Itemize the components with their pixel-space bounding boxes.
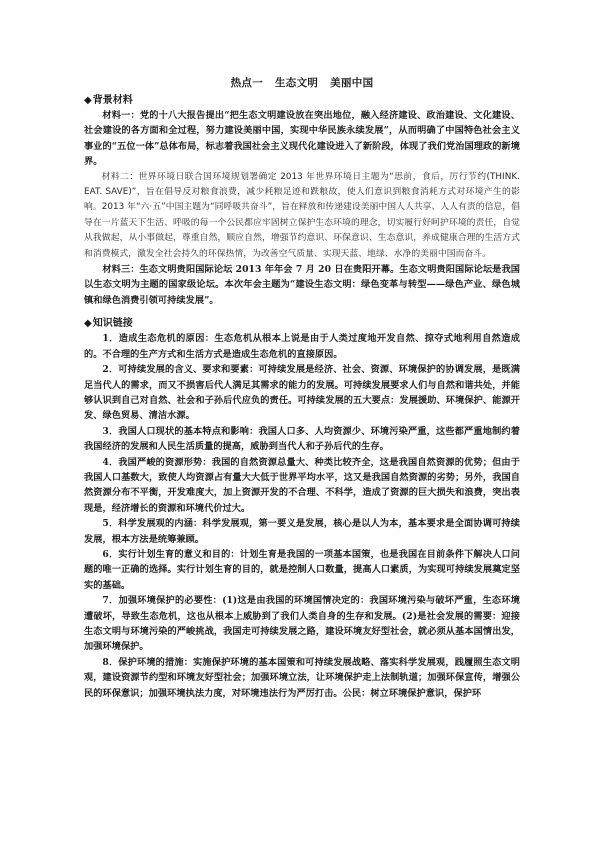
material-two: 材料二：世界环境日联合国环境规划署确定 2013 年世界环境日主题为“思前，食后，厉行节约(THINK. EAT. SAVE)”，旨在倡导反对粮食浪费，减少耗粮足迹和跌粮故，使人们意识到粮食消耗方式对环境产生的影响。2013 年“六·五”中国主题为“同呼吸共奋斗”，旨在释放和传递建设美丽中国人人共享、人人有责的信息，倡导在一片蓝天下生活、呼吸的每一个公民都应牢固树立保护生态环境的理念，切实履行好呵护环境的责任，自觉从我做起，从小事做起，尊重自然，顺应自然，增强节约意识、环保意识、生态意识，养成健康合理的生活方式和消费模式，激发全社会持久的环保热情，为改善空气质量、实现天蓝、地绿、水净的美丽中国而奋斗。 <box>84 171 520 259</box>
background-heading <box>84 93 520 108</box>
title-main: 热点一 <box>230 77 264 89</box>
background-heading-text: 背景材料 <box>92 95 133 106</box>
material-one: 材料一：党的十八大报告提出“把生态文明建设放在突出地位，融入经济建设、政治建设、文化建设、社会建设的各方面和全过程，努力建设美丽中国，实现中华民族永续发展”，从而明确了中国特色社会主义事业的“五位一体”总体布局，标志着我国社会主义现代化建设进入了新阶段，体现了我们党治国理政的新境界。 <box>84 110 520 168</box>
knowledge-heading <box>84 316 520 331</box>
material-three: 材料三：生态文明贵阳国际论坛 2013 年年会 7 月 20 日在贵阳开幕。生态文明贵阳国际论坛是我国以生态文明为主题的国家级论坛。本次年会主题为“建设生态文明：绿色变革与转型——绿色产业、绿色城镇和绿色消费引领可持续发展”。 <box>84 264 520 306</box>
knowledge-item-4: 4．我国严峻的资源形势：我国的自然资源总量大、种类比较齐全，这是我国自然资源的优势；但由于我国人口基数大，致使人均资源占有量大大低于世界平均水平，这又是我国自然资源的劣势；另外，我国自然资源分布不平衡，开发难度大，加上资源开发的不合理、不科学，造成了资源的巨大损失和浪费，突出表现是，经济增长的资源和环境代价过大。 <box>84 456 520 514</box>
diamond-bullet-icon: ◆ <box>84 318 92 330</box>
document-page <box>84 76 520 836</box>
knowledge-item-7: 7．加强环境保护的必要性：(1)这是由我国的环境国情决定的：我国环境污染与破坏严重，生态环境遭破坏，导致生态危机，这也从根本上威胁到了我们人类自身的生存和发展。(2)是社会发展的需要：迎接生态文明与环境污染的严峻挑战，我国走可持续发展之路，建设环境友好型社会，就必须从基本国情出发，加强环境保护。 <box>84 595 520 653</box>
diamond-bullet-icon: ◆ <box>84 95 92 106</box>
knowledge-item-5: 5．科学发展观的内涵：科学发展观，第一要义是发展，核心是以人为本，基本要求是全面协调可持续发展，根本方法是统筹兼顾。 <box>84 518 520 545</box>
title-sub1: 生态文明 <box>275 77 319 89</box>
knowledge-item-2: 2．可持续发展的含义、要求和要素：可持续发展是经济、社会、资源、环境保护的协调发展，是既满足当代人的需求，而又不损害后代人满足其需求的能力的发展。可持续发展要求人们与自然和谐共处，并能够认识到自己对自然、社会和子孙后代应负的责任。可持续发展的五大要点：发展援助、环境保护、能源开发、绿色贸易、清洁水源。 <box>84 364 520 422</box>
knowledge-heading-text: 知识链接 <box>92 318 133 330</box>
knowledge-item-1: 1．造成生态危机的原因：生态危机从根本上说是由于人类过度地开发自然、掠夺式地利用自然造成的。不合理的生产方式和生活方式是造成生态危机的直接原因。 <box>84 333 520 360</box>
knowledge-item-3: 3．我国人口现状的基本特点和影响：我国人口多、人均资源少、环境污染严重，这些都严重地制约着我国经济的发展和人民生活质量的提高，威胁到当代人和子孙后代的生存。 <box>84 425 520 453</box>
page-title <box>84 76 520 90</box>
knowledge-item-6: 6．实行计划生育的意义和目的：计划生育是我国的一项基本国策，也是我国在目前条件下解决人口问题的唯一正确的选择。实行计划生育的目的，就是控制人口数量，提高人口素质，为实现可持续发展奠定坚实的基础。 <box>84 548 520 591</box>
knowledge-item-8: 8．保护环境的措施：实施保护环境的基本国策和可持续发展战略、落实科学发展观，践履照生态文明观，建设资源节约型和环境友好型社会；加强环境立法，让环境保护走上法制轨道；加强环保宣传，增强公民的环保意识；加强环境执法力度，对环境违法行为严厉打击。公民：树立环境保护意识，保护环 <box>84 656 520 699</box>
title-sub2: 美丽中国 <box>330 77 374 89</box>
